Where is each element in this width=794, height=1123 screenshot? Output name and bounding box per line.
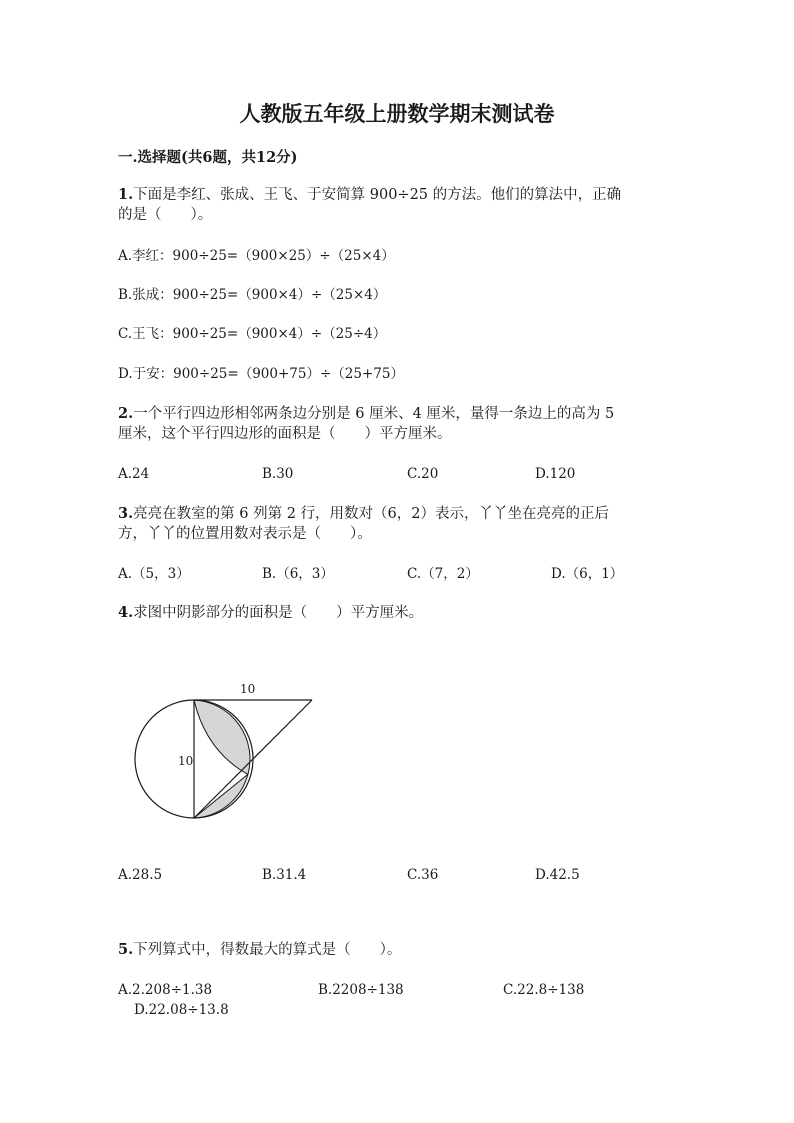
question-text-line: 厘米，这个平行四边形的面积是（ ）平方厘米。 (118, 426, 452, 442)
option-b: B.张成：900÷25=（900×4）÷（25×4） (118, 287, 387, 303)
question-3 (118, 504, 609, 544)
question-4 (118, 603, 423, 623)
option-c: C.（7，2） (407, 566, 479, 582)
question-text-line: 亮亮在教室的第 6 列第 2 行，用数对（6，2）表示，丫丫坐在亮亮的正后 (133, 506, 609, 522)
label-left: 10 (178, 754, 194, 768)
question-number: 3. (118, 505, 134, 522)
option-d: D.22.08÷13.8 (134, 1002, 229, 1018)
option-c: C.20 (407, 466, 439, 482)
question-5 (118, 940, 401, 960)
section-heading: 一.选择题(共6题，共12分) (118, 149, 298, 166)
label-top: 10 (240, 682, 256, 696)
option-d: D.于安：900÷25=（900+75）÷（25+75） (118, 366, 404, 382)
shaded-region-upper (194, 700, 250, 774)
question-text-line: 一个平行四边形相邻两条边分别是 6 厘米、4 厘米，量得一条边上的高为 5 (133, 406, 615, 422)
option-b: B.31.4 (262, 867, 307, 883)
question-number: 5. (118, 941, 134, 958)
question-text-line: 下列算式中，得数最大的算式是（ ）。 (133, 942, 402, 958)
page-title: 人教版五年级上册数学期末测试卷 (239, 101, 555, 126)
option-a: A.李红：900÷25=（900×25）÷（25×4） (118, 248, 395, 264)
question-text-line: 的是（ ）。 (118, 207, 213, 223)
option-d: D.42.5 (535, 867, 580, 883)
option-c: C.36 (407, 867, 439, 883)
option-b: B.2208÷138 (318, 982, 404, 998)
option-a: A.2.208÷1.38 (118, 982, 213, 998)
option-a: A.24 (118, 466, 150, 482)
question-2 (118, 404, 614, 444)
option-b: B.30 (262, 466, 294, 482)
question-text-line: 求图中阴影部分的面积是（ ）平方厘米。 (133, 605, 424, 621)
geometry-figure (126, 676, 326, 826)
option-b: B.（6，3） (262, 566, 334, 582)
option-c: C.22.8÷138 (503, 982, 585, 998)
question-number: 1. (118, 186, 134, 203)
question-number: 2. (118, 405, 134, 422)
question-number: 4. (118, 604, 134, 621)
question-text-line: 方，丫丫的位置用数对表示是（ ）。 (118, 526, 372, 542)
question-1 (118, 185, 621, 225)
option-a: A.28.5 (118, 867, 163, 883)
question-text-line: 下面是李红、张成、王飞、于安简算 900÷25 的方法。他们的算法中，正确 (133, 187, 622, 203)
option-d: D.（6，1） (551, 566, 624, 582)
option-a: A.（5，3） (118, 566, 190, 582)
option-d: D.120 (535, 466, 576, 482)
option-c: C.王飞：900÷25=（900×4）÷（25÷4） (118, 326, 387, 342)
